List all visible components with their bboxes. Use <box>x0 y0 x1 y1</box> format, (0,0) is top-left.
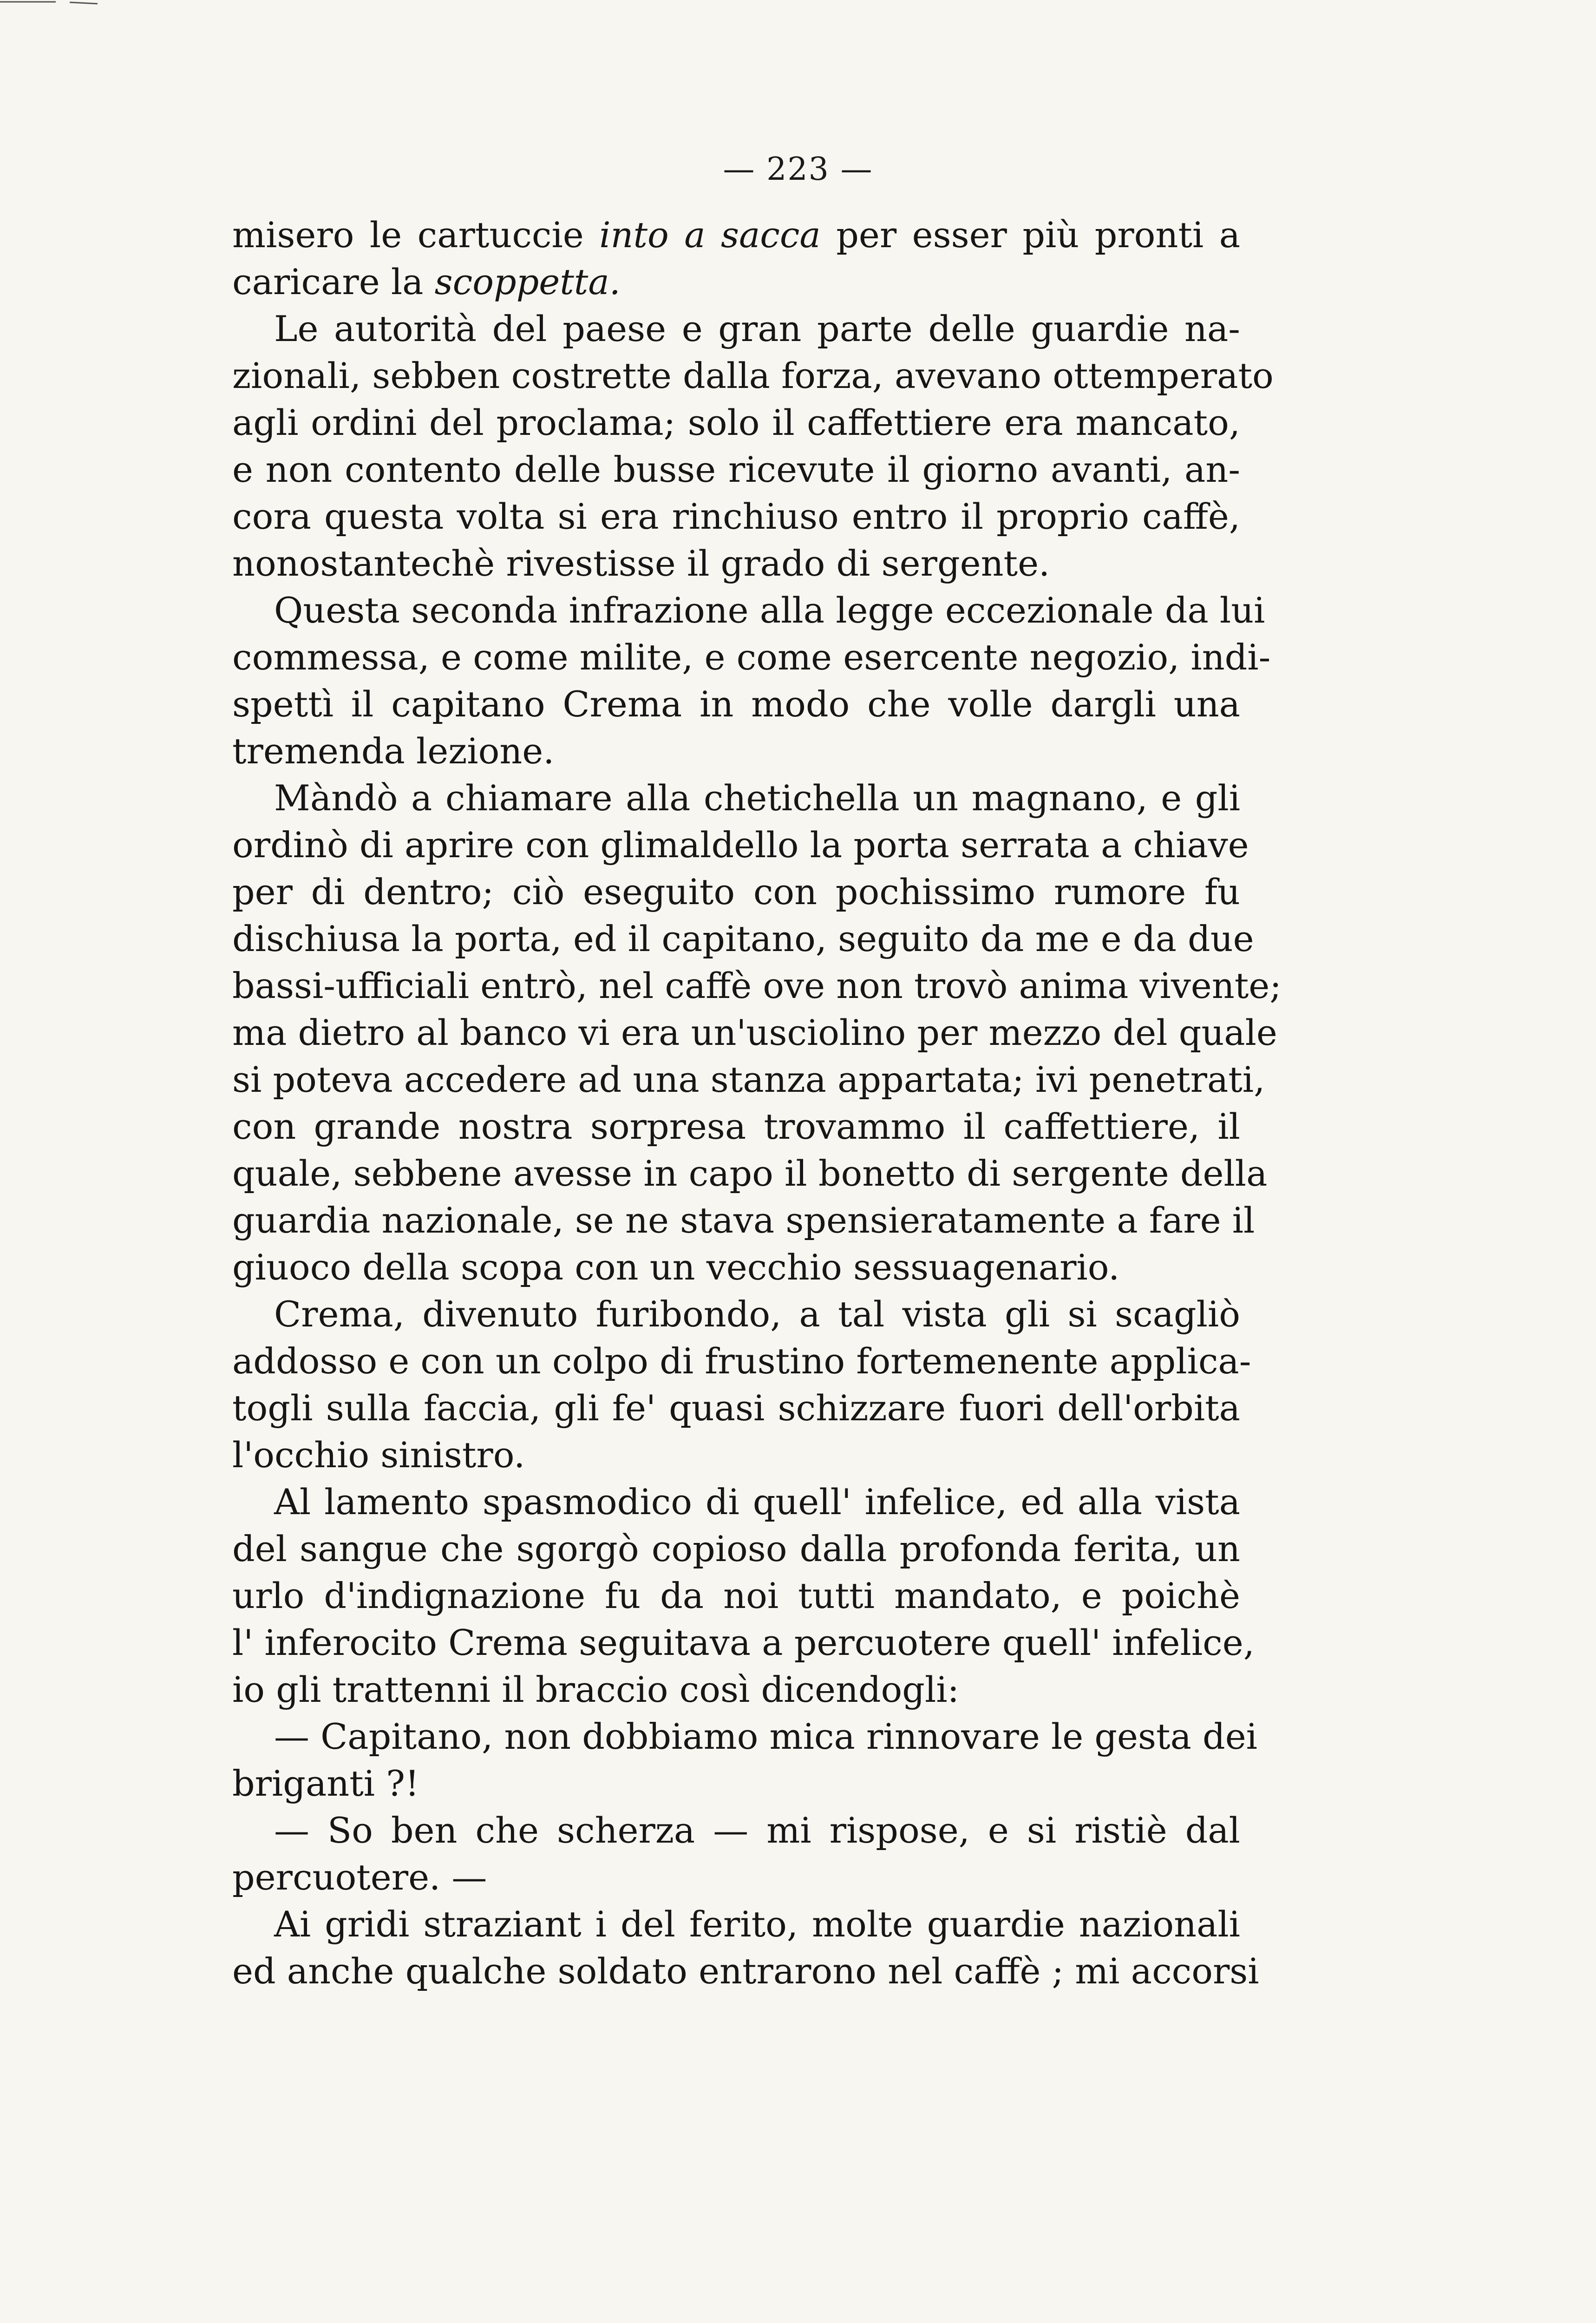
text-line <box>232 211 1240 258</box>
text-line: si poteva accedere ad una stanza appartata; ivi penetrati, <box>232 1059 1265 1100</box>
text-run: caricare la <box>232 261 435 302</box>
body-text <box>232 211 1282 1995</box>
text-line: urlo d'indignazione fu da noi tutti mandato, e poichè <box>232 1575 1240 1616</box>
text-line: cora questa volta si era rinchiuso entro il proprio caffè, <box>232 496 1240 537</box>
text-line: Al lamento spasmodico di quell' infelice, ed alla vista <box>274 1481 1240 1522</box>
text-line: agli ordini del proclama; solo il caffettiere era mancato, <box>232 402 1240 443</box>
text-line: — So ben che scherza — mi rispose, e si ristiè dal <box>274 1810 1240 1851</box>
text-line: e non contento delle busse ricevute il giorno avanti, an- <box>232 449 1240 490</box>
text-line: nonostantechè rivestisse il grado di sergente. <box>232 543 1050 584</box>
text-line: Ai gridi straziant i del ferito, molte guardie nazionali <box>274 1903 1240 1945</box>
italic-text-run: scoppetta. <box>434 261 621 302</box>
text-line: addosso e con un colpo di frustino fortemenente applica- <box>232 1340 1251 1382</box>
text-line: l' inferocito Crema seguitava a percuotere quell' infelice, <box>232 1622 1255 1663</box>
text-line: giuoco della scopa con un vecchio sessuagenario. <box>232 1247 1120 1288</box>
text-line: quale, sebbene avesse in capo il bonetto di sergente della <box>232 1153 1268 1194</box>
text-line: tremenda lezione. <box>232 730 555 772</box>
text-line: per di dentro; ciò eseguito con pochissimo rumore fu <box>232 871 1240 912</box>
text-line: ordinò di aprire con glimaldello la porta serrata a chiave <box>232 824 1249 866</box>
text-line: spettì il capitano Crema in modo che volle dargli una <box>232 683 1240 725</box>
text-line: l'occhio sinistro. <box>232 1434 525 1476</box>
text-line: Le autorità del paese e gran parte delle guardie na- <box>274 308 1240 349</box>
text-run: per esser più pronti a <box>820 214 1240 256</box>
text-line: commessa, e come milite, e come esercente negozio, indi- <box>232 637 1271 678</box>
text-line: ed anche qualche soldato entrarono nel caffè ; mi accorsi <box>232 1950 1259 1992</box>
text-line: percuotere. — <box>232 1857 487 1898</box>
text-line <box>232 258 1240 305</box>
text-line: dischiusa la porta, ed il capitano, seguito da me e da due <box>232 918 1254 959</box>
text-line: con grande nostra sorpresa trovammo il caffettiere, il <box>232 1106 1240 1147</box>
text-line: guardia nazionale, se ne stava spensieratamente a fare il <box>232 1200 1255 1241</box>
text-line: briganti ?! <box>232 1763 419 1804</box>
text-line: togli sulla faccia, gli fe' quasi schizzare fuori dell'orbita <box>232 1387 1240 1429</box>
text-line: — Capitano, non dobbiamo mica rinnovare le gesta dei <box>274 1716 1257 1757</box>
italic-text-run: into a sacca <box>599 214 821 256</box>
text-run: misero le cartuccie <box>232 214 600 256</box>
text-line: Crema, divenuto furibondo, a tal vista gli si scagliò <box>274 1293 1240 1335</box>
text-line: zionali, sebben costrette dalla forza, avevano ottemperato <box>232 355 1274 396</box>
text-line: bassi-ufficiali entrò, nel caffè ove non trovò anima vivente; <box>232 965 1282 1006</box>
text-line: io gli trattenni il braccio così dicendogli: <box>232 1669 960 1710</box>
scan-edge-mark <box>0 0 139 9</box>
page-number: — 223 — <box>723 151 873 188</box>
text-line: ma dietro al banco vi era un'usciolino per mezzo del quale <box>232 1012 1277 1053</box>
text-line: del sangue che sgorgò copioso dalla profonda ferita, un <box>232 1528 1240 1569</box>
text-line: Questa seconda infrazione alla legge eccezionale da lui <box>274 590 1265 631</box>
text-line: Màndò a chiamare alla chetichella un magnano, e gli <box>274 777 1240 819</box>
